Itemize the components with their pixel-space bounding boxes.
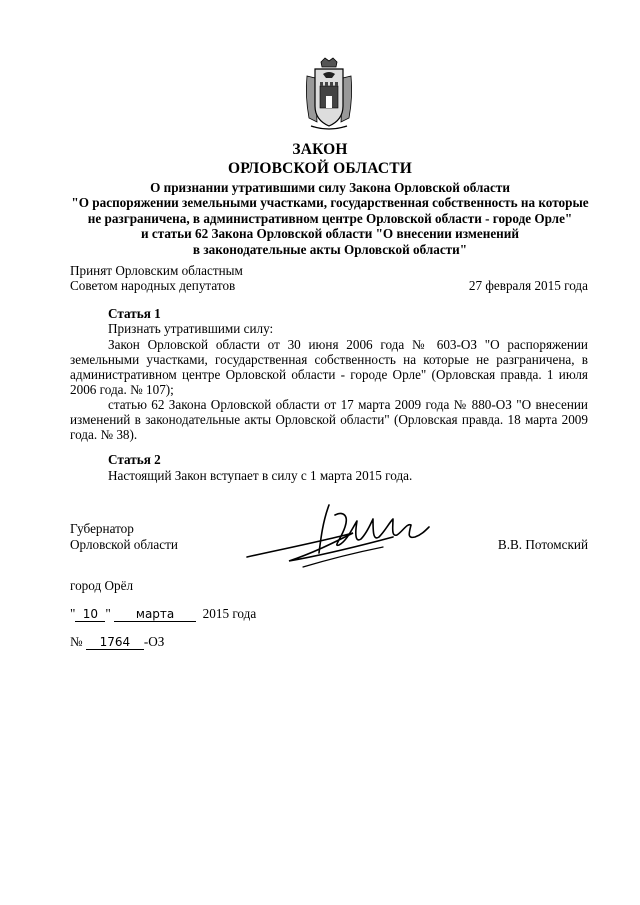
subtitle-line: О признании утратившими силу Закона Орловской области [150,180,510,195]
signing-date [70,606,256,622]
city-name: город Орёл [70,578,134,593]
quote-open: " [70,606,76,621]
region-title: ОРЛОВСКОЙ ОБЛАСТИ [227,160,413,177]
subtitle-line: и статьи 62 Закона Орловской области "О внесении изменений [141,226,519,242]
adopted-by-line2: Советом народных депутатов [70,278,236,293]
article1-item2 [70,397,588,442]
law-number [70,634,164,650]
subtitle-line: "О распоряжении земельными участками, государственная собственность на которые [71,195,589,211]
law-subtitle [70,180,590,257]
adopted-by-line1: Принят Орловским областным [70,263,243,278]
article2-text: Настоящий Закон вступает в силу с 1 марта 2015 года. [108,468,413,483]
signing-month: марта [114,608,196,622]
law-title: ЗАКОН [292,141,348,158]
number-prefix: № [70,634,83,649]
signing-day: 10 [75,608,105,622]
article1-item2-text: статью 62 Закона Орловской области от 17 марта 2009 года № 880-ОЗ "О внесении изменений в законодательные акты Орловской области" (Орловская правда. 18 марта 2009 года. № 38). [70,397,588,442]
signatory-name: В.В. Потомский [497,537,588,552]
signatory-title-line2: Орловской области [70,537,178,552]
article2-heading: Статья 2 [108,452,161,467]
coat-of-arms-emblem [303,56,355,132]
subtitle-line: не разграничена, в административном центре Орловской области - городе Орле" [87,210,573,226]
article1-heading: Статья 1 [108,306,161,321]
adoption-date: 27 февраля 2015 года [468,278,588,293]
article1-item1 [70,337,588,397]
handwritten-signature [243,497,443,577]
article1-item1-text: Закон Орловской области от 30 июня 2006 года № 603-ОЗ "О распоряжении земельными участками, государственная собственность на которые не разграничена, в административном центре Орловской области - городе Орле" (Орловская правда. 1 июля 2006 года. № 107); [70,337,588,397]
signing-year: 2015 года [202,606,257,621]
signatory-title-line1: Губернатор [70,521,134,536]
article1-intro-text: Признать утратившими силу: [108,321,274,336]
law-number-value: 1764 [86,636,144,650]
article1-intro [70,321,588,336]
number-suffix: -ОЗ [143,634,165,649]
subtitle-line: в законодательные акты Орловской области" [192,241,468,257]
quote-close: " [105,606,111,621]
